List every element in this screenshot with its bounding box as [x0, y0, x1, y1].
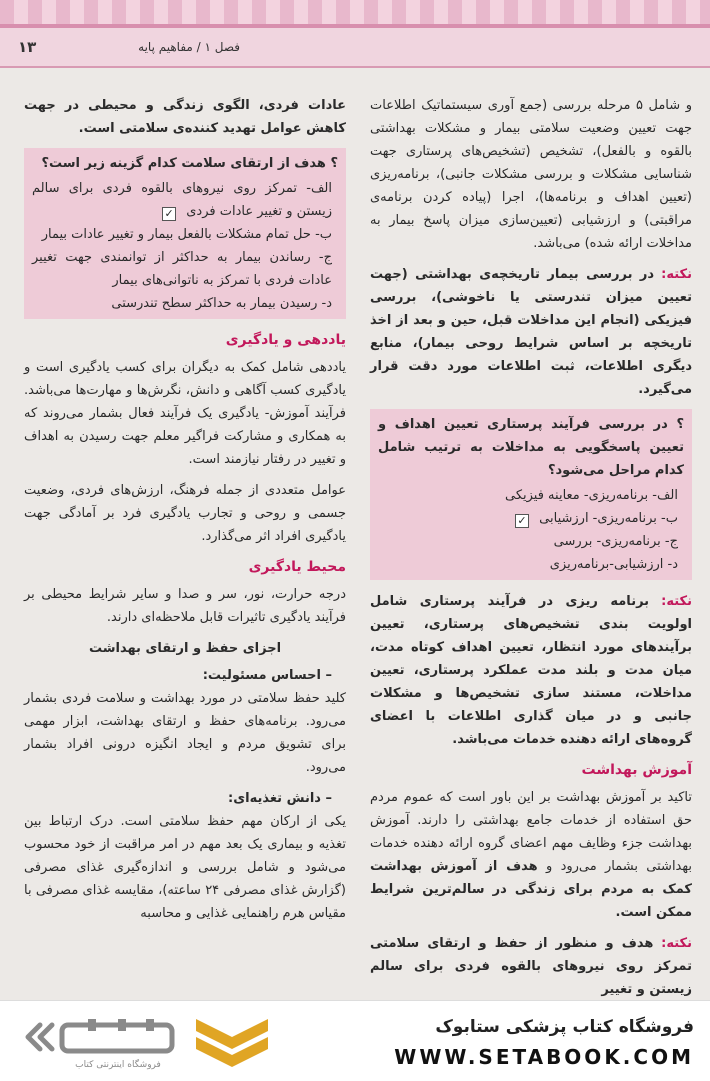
- store-url-link[interactable]: WWW.SETABOOK.COM: [394, 1045, 694, 1069]
- section-heading: آموزش بهداشت: [581, 762, 692, 778]
- question-option-answer: [378, 507, 684, 530]
- bullet-heading: – احساس مسئولیت:: [202, 668, 332, 683]
- question-option: د- رسیدن بیمار به حداکثر سطح تندرستی: [111, 296, 332, 311]
- question-option: د- ارزشیابی-برنامه‌ریزی: [549, 557, 678, 572]
- chapter-title: فصل ۱ / مفاهیم پایه: [138, 40, 240, 54]
- right-column: [370, 94, 692, 1000]
- paragraph: [370, 786, 692, 924]
- paragraph: کلید حفظ سلامتی در مورد بهداشت و سلامت فردی بشمار می‌رود. برنامه‌های حفظ و ارتقای بهداشت، ابزار مهمی برای تشویق مردم و ایجاد انگیزه درونی افراد بشمار می‌رود.: [24, 691, 346, 775]
- note-text: برنامه ریزی در فرآیند پرستاری شامل اولویت بندی تشخیص‌های پرستاری، تعیین برآیندهای مورد انتظار، تعیین اهداف کوتاه مدت، میان مدت و بلند مدت عملکرد پرستاری، تعیین مداخلات، مستند سازی تشخیص‌ها و مشکلات جانبی و در میان گذاری اطلاعات با اعضای گروه‌های ارائه دهنده خدمات می‌باشد.: [370, 594, 692, 747]
- note-label: نکته:: [661, 936, 692, 951]
- question-option: الف- برنامه‌ریزی- معاینه فیزیکی: [504, 488, 678, 503]
- paragraph: یاددهی شامل کمک به دیگران برای کسب یادگیری است و یادگیری کسب آگاهی و دانش، نگرش‌ها و مهارت‌ها می‌باشد. فرآیند آموزش- یادگیری یک فرآیند فعال بشمار می‌روند که به همکاری و مشارکت فراگیر معلم جهت رسیدن به اهداف و تغییر در رفتار نیازمند است.: [24, 360, 346, 467]
- question-title: ؟ در بررسی فرآیند پرستاری تعیین اهداف و تعیین پاسخگویی به مداخلات به ترتیب شامل کدام مراحل می‌شود؟: [378, 417, 684, 478]
- page-header: [0, 28, 710, 68]
- chevron-left-icon: [28, 1025, 52, 1049]
- question-title: ؟ هدف از ارتقای سلامت کدام گزینه زیر است؟: [41, 156, 338, 171]
- subsection-heading: اجزای حفظ و ارتقای بهداشت: [88, 641, 282, 656]
- store-name: فروشگاه کتاب پزشکی ستابوک: [435, 1017, 694, 1037]
- question-option: ج- برنامه‌ریزی- بررسی: [553, 534, 678, 549]
- note-text: هدف و منظور از حفظ و ارتقای سلامتی تمرکز روی نیروهای بالقوه فردی برای سالم زیستن و تغییر: [370, 936, 692, 997]
- setabook-logo: [18, 1011, 278, 1073]
- paragraph: درجه حرارت، نور، سر و صدا و سایر شرایط محیطی بر فرآیند یادگیری تاثیرات قابل ملاحظه‌ای دارند.: [24, 587, 346, 625]
- footer-banner: [0, 1000, 710, 1081]
- logo-subtitle: فروشگاه اینترنتی کتاب: [75, 1060, 161, 1070]
- note-paragraph: [370, 932, 692, 1000]
- checkmark-icon: ✓: [515, 514, 529, 528]
- paragraph: یکی از ارکان مهم حفظ سلامتی است. درک ارتباط بین تغذیه و بیماری یک بعد مهم در امر مراقبت از خود محسوب می‌شود و شامل بررسی و اندازه‌گیری غذای مصرفی (گزارش غذای مصرفی ۲۴ ساعته)، مقایسه غذای مصرفی با مقیاس هرم راهنمایی غذایی و محاسبه: [24, 814, 346, 921]
- question-option: ج- رساندن بیمار به حداکثر از توانمندی جهت تغییر عادات فردی با تمرکز به ناتوانی‌های بیمار: [32, 250, 332, 288]
- paragraph: عوامل متعددی از جمله فرهنگ، ارزش‌های فردی، وضعیت جسمی و روحی و تجارب یادگیری فرد بر آمادگی جهت یادگیری افراد اثر می‌گذارد.: [24, 483, 346, 544]
- bullet-heading: – دانش تغذیه‌ای:: [228, 791, 332, 806]
- page-number: ۱۳: [18, 38, 37, 56]
- note-label: نکته:: [661, 267, 692, 282]
- note-label: نکته:: [661, 594, 692, 609]
- book-chevron-icon: [196, 1019, 268, 1067]
- section-heading: محیط یادگیری: [248, 559, 346, 575]
- question-option: ب- حل تمام مشکلات بالفعل بیمار و تغییر عادات بیمار: [41, 227, 332, 242]
- question-box: [24, 148, 346, 319]
- logo-wordmark-shape: [62, 1019, 172, 1051]
- section-heading: یاددهی و یادگیری: [225, 332, 346, 348]
- option-text: الف- تمرکز روی نیروهای بالقوه فردی برای سالم زیستن و تغییر عادات فردی: [32, 181, 332, 219]
- checkmark-icon: ✓: [162, 207, 176, 221]
- decorative-top-border: [0, 0, 710, 28]
- paragraph: عادات فردی، الگوی زندگی و محیطی در جهت کاهش عوامل تهدید کننده‌ی سلامتی است.: [24, 98, 346, 136]
- page-body: [0, 66, 710, 1000]
- option-text: ب- برنامه‌ریزی- ارزشیابی: [539, 511, 678, 526]
- question-box: [370, 409, 692, 580]
- left-column: [24, 94, 346, 933]
- note-paragraph: [370, 263, 692, 401]
- paragraph: و شامل ۵ مرحله بررسی (جمع آوری سیستماتیک اطلاعات جهت تعیین وضعیت سلامتی بیمار و مشکلات بهداشتی بالقوه و بالفعل)، تشخیص (تشخیص‌های پرستاری جهت شناسایی مشکلات و بررسی مشکلات جانبی)، برنامه‌ریزی (تعیین اهداف و برنامه‌ها)، اجرا (پیاده کردن برنامه‌ی مراقبتی) و ارزشیابی (تعیین‌سازی میزان پاسخ بیمار به مداخلات ارائه شده) می‌باشد.: [370, 98, 692, 251]
- question-option-answer: [32, 177, 338, 223]
- note-paragraph: [370, 590, 692, 751]
- paragraph-text: تاکید بر آموزش بهداشت بر این باور است که عموم مردم حق استفاده از خدمات جامع بهداشتی را دارند. آموزش بهداشت جزء وظایف مهم اعضای گروه ارائه دهنده خدمات بهداشتی بشمار می‌رود و: [370, 790, 692, 874]
- paragraph-emphasis: هدف از آموزش بهداشت کمک به مردم برای زندگی در سالم‌ترین شرایط ممکن است.: [370, 859, 692, 920]
- note-text: در بررسی بیمار تاریخچه‌ی بهداشتی (جهت تعیین میزان تندرستی یا ناخوشی)، بررسی فیزیکی (انجام این مداخلات قبل، حین و بعد از اخذ تاریخچه بر اساس شرایط روحی بیمار)، منابع دیگری اطلاعات، ثبت اطلاعات مورد دقت قرار می‌گیرد.: [370, 267, 692, 397]
